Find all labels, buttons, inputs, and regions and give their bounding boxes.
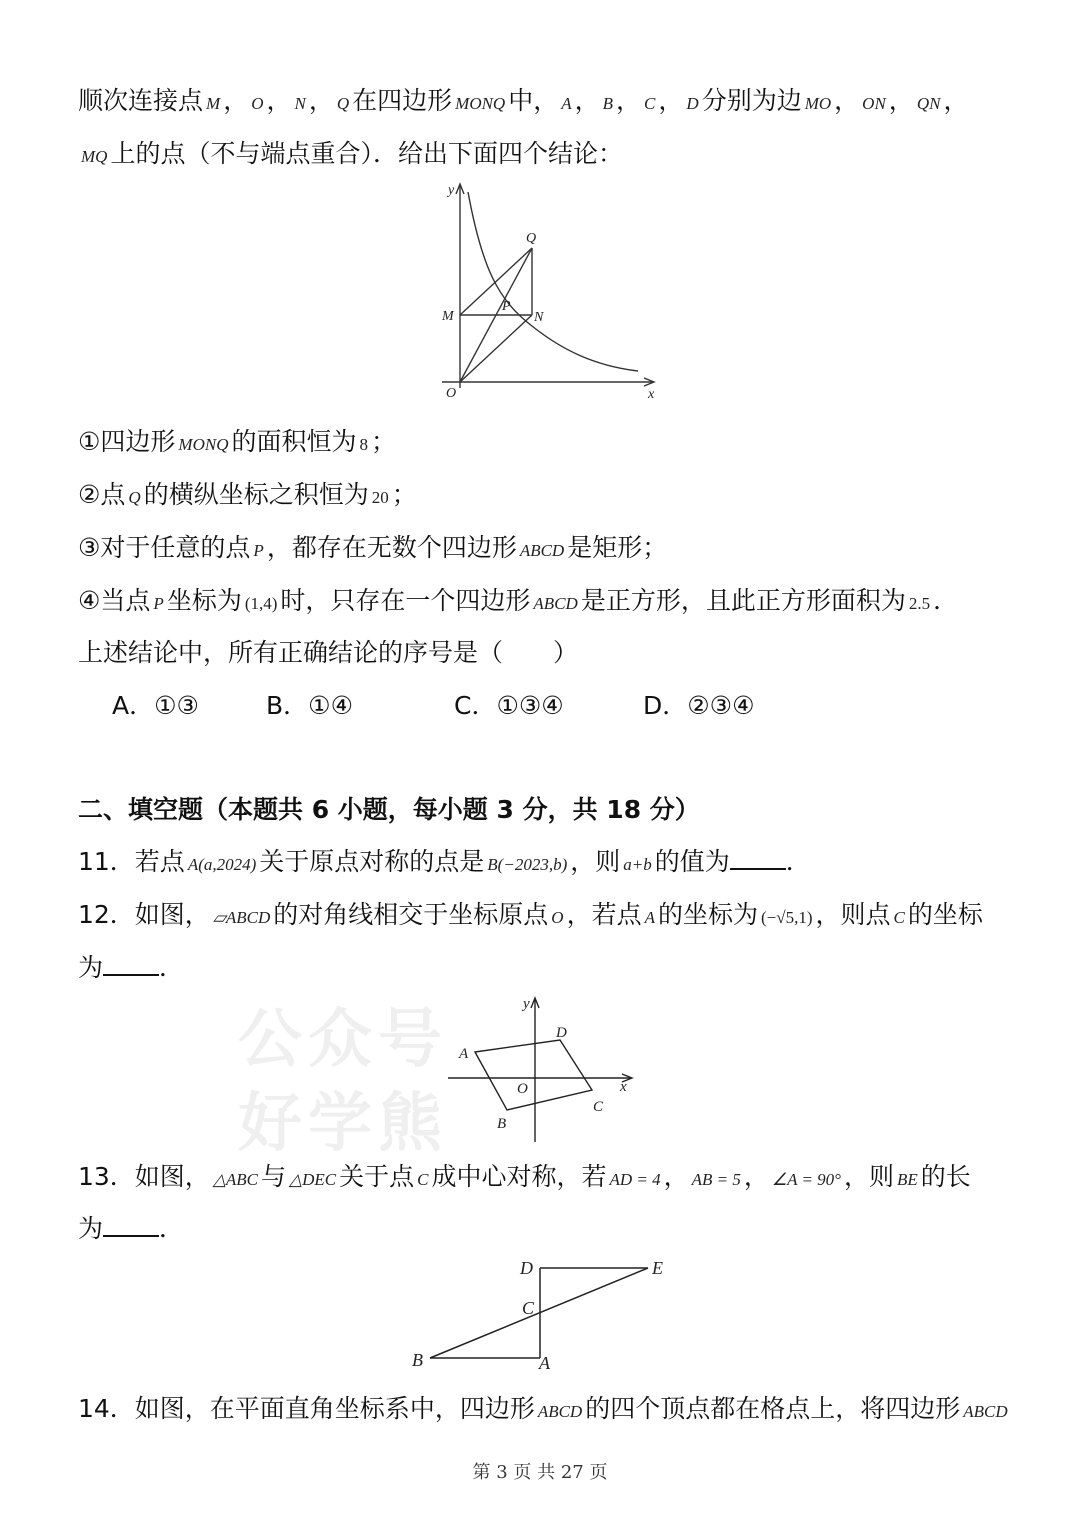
text: ； xyxy=(371,427,397,456)
math: Q xyxy=(336,94,350,113)
math: △DEC xyxy=(289,1170,337,1189)
math: ▱ABCD xyxy=(212,908,271,927)
watermark-line1: 公众号 xyxy=(238,1003,448,1077)
math: MONQ xyxy=(178,435,229,454)
text: 的面积恒为 xyxy=(231,427,357,456)
math: 20 xyxy=(371,488,389,507)
math: MO xyxy=(804,94,832,113)
label-A: A xyxy=(539,1353,550,1373)
math: O xyxy=(551,908,564,927)
label-E: E xyxy=(652,1258,663,1278)
text: 在四边形 xyxy=(352,86,453,115)
label-O: O xyxy=(446,386,457,401)
label-B: B xyxy=(412,1350,423,1370)
math: A xyxy=(644,908,655,927)
option-a: A．①③ xyxy=(112,691,199,720)
math: M xyxy=(206,94,221,113)
label-B: B xyxy=(497,1116,507,1132)
segment-ON xyxy=(460,315,532,382)
text: 时，只存在一个四边形 xyxy=(280,586,531,615)
page-footer: 第 3 页 共 27 页 xyxy=(472,1462,608,1483)
text: 关于点 xyxy=(339,1162,415,1191)
label-y: y xyxy=(523,996,530,1012)
text: 中， xyxy=(508,86,559,115)
math: 2.5 xyxy=(908,594,931,613)
q13-line1 xyxy=(78,1160,971,1197)
math: AB = 5 xyxy=(691,1170,741,1189)
text: 的长 xyxy=(920,1162,971,1191)
answer-blank xyxy=(730,846,786,870)
text: 是正方形，且此正方形面积为 xyxy=(580,586,906,615)
q12-line1 xyxy=(78,898,983,935)
hyperbola-curve xyxy=(468,192,638,371)
math: △ABC xyxy=(212,1170,258,1189)
segment-MQ xyxy=(460,248,532,315)
q10-line2 xyxy=(78,137,623,174)
math: ABCD xyxy=(519,541,565,560)
text: ， xyxy=(943,86,969,115)
q12-figure xyxy=(440,992,640,1147)
text: 的值为 xyxy=(654,847,730,876)
label-A: A xyxy=(459,1046,469,1062)
label-C: C xyxy=(522,1298,535,1318)
text: 11．若点 xyxy=(78,847,185,876)
math: MQ xyxy=(81,147,108,166)
math: MONQ xyxy=(455,94,506,113)
parallelogram-ABCD xyxy=(475,1040,592,1110)
text: ， xyxy=(266,86,292,115)
option-d: D．②③④ xyxy=(643,691,755,720)
text: ，则 xyxy=(570,847,621,876)
math: C xyxy=(417,1170,429,1189)
text: 的横纵坐标之积恒为 xyxy=(143,480,369,509)
math: ∠A = 90° xyxy=(771,1170,841,1189)
label-C: C xyxy=(593,1099,604,1115)
q10-line1 xyxy=(78,84,968,121)
text: ， xyxy=(308,86,334,115)
q10-question: 上述结论中，所有正确结论的序号是（ ） xyxy=(78,638,579,667)
math: P xyxy=(253,541,264,560)
text: ． xyxy=(785,847,811,876)
label-y: y xyxy=(448,183,455,198)
segment-BE xyxy=(430,1268,648,1358)
label-x: x xyxy=(620,1079,627,1095)
math: C xyxy=(893,908,905,927)
label-x: x xyxy=(648,387,655,402)
q11-line xyxy=(78,845,811,882)
text: ，都存在无数个四边形 xyxy=(266,533,517,562)
text: 坐标为 xyxy=(166,586,242,615)
math: A(a,2024) xyxy=(187,855,257,874)
text: 为 xyxy=(78,953,104,982)
text: ， xyxy=(834,86,860,115)
watermark-line2: 好学熊 xyxy=(238,1087,448,1161)
text: 成中心对称，若 xyxy=(431,1162,607,1191)
math: AD = 4 xyxy=(609,1170,661,1189)
math: B(−2023,b) xyxy=(487,855,568,874)
text: 13．如图， xyxy=(78,1162,210,1191)
text: 上的点（不与端点重合）．给出下面四个结论： xyxy=(110,139,623,168)
q10-figure xyxy=(420,178,670,403)
text: 的对角线相交于坐标原点 xyxy=(273,900,549,929)
math: (−√5,1) xyxy=(761,908,813,927)
text: ， xyxy=(616,86,642,115)
text: 的坐标为 xyxy=(657,900,758,929)
q10-conclusion-2 xyxy=(78,478,417,515)
q12-line2 xyxy=(78,951,184,985)
section-heading: 二、填空题（本题共 6 小题，每小题 3 分，共 18 分） xyxy=(78,795,700,824)
text: ，则 xyxy=(843,1162,894,1191)
math: ABCD xyxy=(537,1402,583,1421)
label-P: P xyxy=(502,299,511,314)
math: 8 xyxy=(359,435,368,454)
q13-line2 xyxy=(78,1212,184,1246)
text: ． xyxy=(159,953,185,982)
text: 的坐标 xyxy=(907,900,983,929)
math: C xyxy=(644,94,656,113)
text: ， xyxy=(574,86,600,115)
text: ， xyxy=(663,1162,689,1191)
text: 顺次连接点 xyxy=(78,86,204,115)
text: 关于原点对称的点是 xyxy=(259,847,485,876)
q10-conclusion-3 xyxy=(78,531,667,568)
label-O: O xyxy=(517,1081,528,1097)
text: ， xyxy=(743,1162,769,1191)
text: 是矩形； xyxy=(567,533,668,562)
option-c: C．①③④ xyxy=(454,691,564,720)
label-D: D xyxy=(520,1258,533,1278)
text: 14．如图，在平面直角坐标系中，四边形 xyxy=(78,1394,535,1423)
text: ，则点 xyxy=(815,900,891,929)
math: B xyxy=(602,94,614,113)
math: QN xyxy=(916,94,941,113)
text: ． xyxy=(933,586,959,615)
math: P xyxy=(153,594,164,613)
math: (1,4) xyxy=(244,594,278,613)
text: 为 xyxy=(78,1214,104,1243)
text: 12．如图， xyxy=(78,900,210,929)
q10-conclusion-1 xyxy=(78,425,396,462)
text: ； xyxy=(391,480,417,509)
text: ． xyxy=(159,1214,185,1243)
text: ④当点 xyxy=(78,586,151,615)
text: 与 xyxy=(261,1162,287,1191)
label-Q: Q xyxy=(526,231,537,246)
math: ABCD xyxy=(963,1402,1008,1421)
q14-line1 xyxy=(78,1392,1011,1429)
text: ， xyxy=(658,86,684,115)
q10-conclusion-4 xyxy=(78,584,958,621)
math: ABCD xyxy=(533,594,578,613)
text: ②点 xyxy=(78,480,126,509)
label-N: N xyxy=(534,310,544,325)
text: ③对于任意的点 xyxy=(78,533,251,562)
math: BE xyxy=(897,1170,918,1189)
text: ，若点 xyxy=(566,900,642,929)
answer-blank xyxy=(103,952,159,976)
math: D xyxy=(686,94,699,113)
answer-blank xyxy=(103,1213,159,1237)
option-b: B．①④ xyxy=(266,691,353,720)
math: A xyxy=(561,94,572,113)
text: 的四个顶点都在格点上，将四边形 xyxy=(585,1394,961,1423)
math: Q xyxy=(128,488,141,507)
math: O xyxy=(251,94,264,113)
text: ， xyxy=(888,86,914,115)
math: a+b xyxy=(623,855,652,874)
label-D: D xyxy=(556,1025,567,1041)
text: ①四边形 xyxy=(78,427,176,456)
q13-figure xyxy=(408,1252,678,1377)
text: ， xyxy=(223,86,249,115)
text: 分别为边 xyxy=(701,86,802,115)
math: N xyxy=(294,94,306,113)
label-M: M xyxy=(442,309,454,324)
math: ON xyxy=(862,94,886,113)
